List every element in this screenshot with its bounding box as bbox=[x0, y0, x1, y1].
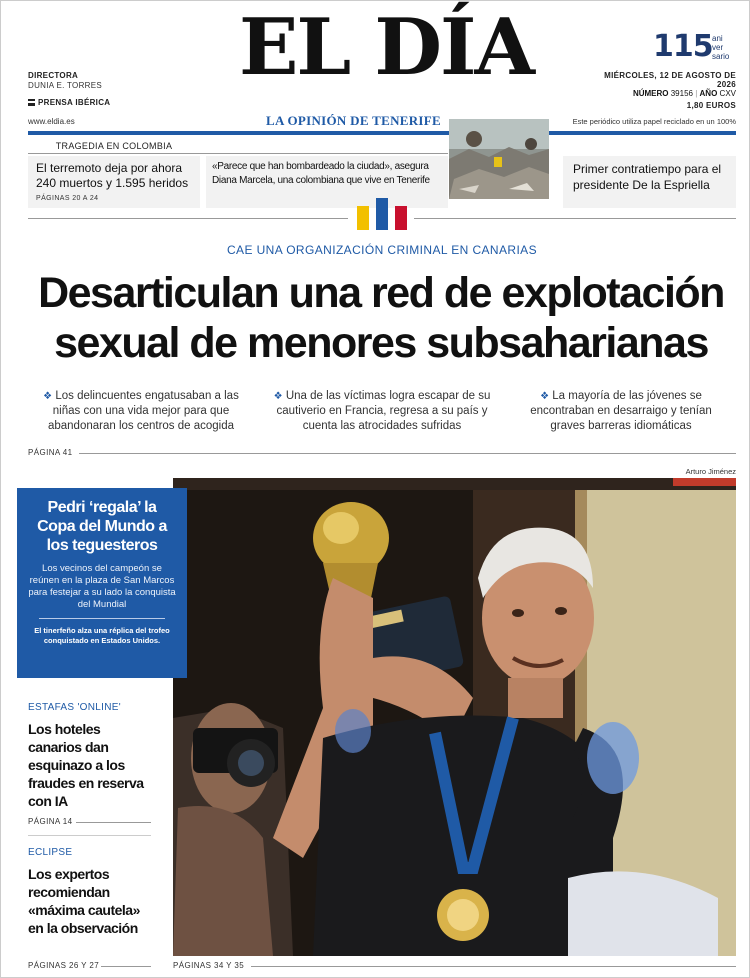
flag-stripe-red bbox=[395, 206, 407, 230]
flag-stripe-yellow bbox=[357, 206, 369, 230]
sidebar-item2-headline[interactable]: Los expertos recomiendan «máxima cautela» en la observación bbox=[28, 866, 140, 936]
sidebar-item2-kicker: ECLIPSE bbox=[28, 847, 73, 858]
sidebar-item1-headline[interactable]: Los hoteles canarios dan esquinazo a los fraudes en reserva con IA bbox=[28, 721, 144, 809]
lead-rule bbox=[79, 453, 736, 454]
lead-headline-line2[interactable]: sexual de menores subsaharianas bbox=[54, 319, 708, 367]
sidebar-separator bbox=[28, 835, 151, 836]
section-label: TRAGEDIA EN COLOMBIA bbox=[55, 141, 173, 151]
press-brand bbox=[28, 98, 110, 107]
website-link[interactable]: www.eldia.es bbox=[28, 117, 75, 126]
issue-info: NÚMERO 39156 | AÑO CXV bbox=[632, 89, 736, 98]
sports-feature-panel[interactable] bbox=[17, 488, 187, 678]
photo-caption: El tinerfeño alza una réplica del trofeo conquistado en Estados Unidos. bbox=[34, 626, 170, 645]
recycled-note: Este periódico utiliza papel reciclado en un 100% bbox=[572, 117, 736, 126]
section-rule bbox=[28, 153, 448, 154]
sidebar-item2-pages: PÁGINAS 26 Y 27 bbox=[28, 961, 100, 970]
lead-kicker: CAE UNA ORGANIZACIÓN CRIMINAL EN CANARIAS bbox=[226, 243, 537, 257]
sidebar-item1-pages: PÁGINA 14 bbox=[28, 817, 73, 826]
anniversary-number: 115 bbox=[653, 29, 713, 64]
divider-right bbox=[414, 218, 736, 219]
director-label: DIRECTORA bbox=[28, 71, 79, 80]
earthquake-photo bbox=[449, 119, 549, 199]
main-photo[interactable] bbox=[173, 478, 736, 956]
photo-pages: PÁGINAS 34 Y 35 bbox=[173, 961, 245, 970]
canary-flag bbox=[357, 206, 407, 230]
lead-bullet-1: ❖ Los delincuentes engatusaban a las niñas con una vida mejor para que abandonaran los centros de acogida bbox=[43, 390, 239, 432]
photo-credit: Arturo Jiménez bbox=[685, 467, 736, 476]
lead-bullet-3: ❖ La mayoría de las jóvenes se encontraban en desarraigo y tenían graves barreras idiomáticas bbox=[530, 390, 712, 432]
masthead-title: EL DÍA bbox=[238, 2, 534, 93]
flag-stripe-blue bbox=[376, 198, 388, 230]
director-name: DUNIA E. TORRES bbox=[28, 81, 102, 90]
top-story-3-text: Primer contratiempo para el presidente De la Espriella bbox=[573, 162, 722, 192]
lead-pages: PÁGINA 41 bbox=[28, 448, 73, 457]
press-logo-icon bbox=[28, 99, 35, 106]
issue-date: MIÉRCOLES, 12 DE AGOSTO DE 2026 bbox=[604, 71, 736, 89]
top-story-1-text: El terremoto deja por ahora 240 muertos y 1.595 heridos bbox=[36, 161, 189, 190]
sidebar-item1-kicker: ESTAFAS 'ONLINE' bbox=[28, 702, 121, 713]
top-story-2[interactable] bbox=[206, 156, 448, 208]
top-story-1-pages: PÁGINAS 20 A 24 bbox=[36, 195, 99, 202]
top-story-1[interactable] bbox=[28, 156, 200, 208]
top-story-3[interactable] bbox=[563, 156, 736, 208]
lead-bullet-2: ❖ Una de las víctimas logra escapar de su cautiverio en Francia, regresa a su país y cuenta las atrocidades sufridas bbox=[273, 390, 491, 432]
diamond-icon: ❖ bbox=[43, 391, 53, 402]
diamond-icon: ❖ bbox=[540, 391, 550, 402]
top-story-2-text: «Parece que han bombardeado la ciudad», asegura Diana Marcela, una colombiana que vive en Tenerife bbox=[212, 161, 430, 186]
anniversary-text: ani ver sario bbox=[712, 34, 730, 61]
sports-feature-headline: Pedri ‘regala’ la Copa del Mundo a los teguesteros bbox=[37, 499, 167, 554]
press-label: PRENSA IBÉRICA bbox=[38, 98, 111, 107]
panel-divider bbox=[39, 618, 165, 619]
divider-left bbox=[28, 218, 348, 219]
sports-feature-body: Los vecinos del campeón se reúnen en la plaza de San Marcos para festejar a su lado la conquista del Mundial bbox=[28, 563, 176, 610]
sidebar-rule-1 bbox=[76, 822, 151, 823]
masthead-rule bbox=[28, 131, 736, 135]
masthead-tagline: LA OPINIÓN DE TENERIFE bbox=[265, 113, 442, 128]
photo-pages-rule bbox=[251, 966, 736, 967]
lead-headline-line1[interactable]: Desarticulan una red de explotación bbox=[38, 269, 724, 317]
price: 1,80 EUROS bbox=[686, 101, 736, 110]
sidebar-rule-2 bbox=[101, 966, 151, 967]
diamond-icon: ❖ bbox=[273, 391, 283, 402]
